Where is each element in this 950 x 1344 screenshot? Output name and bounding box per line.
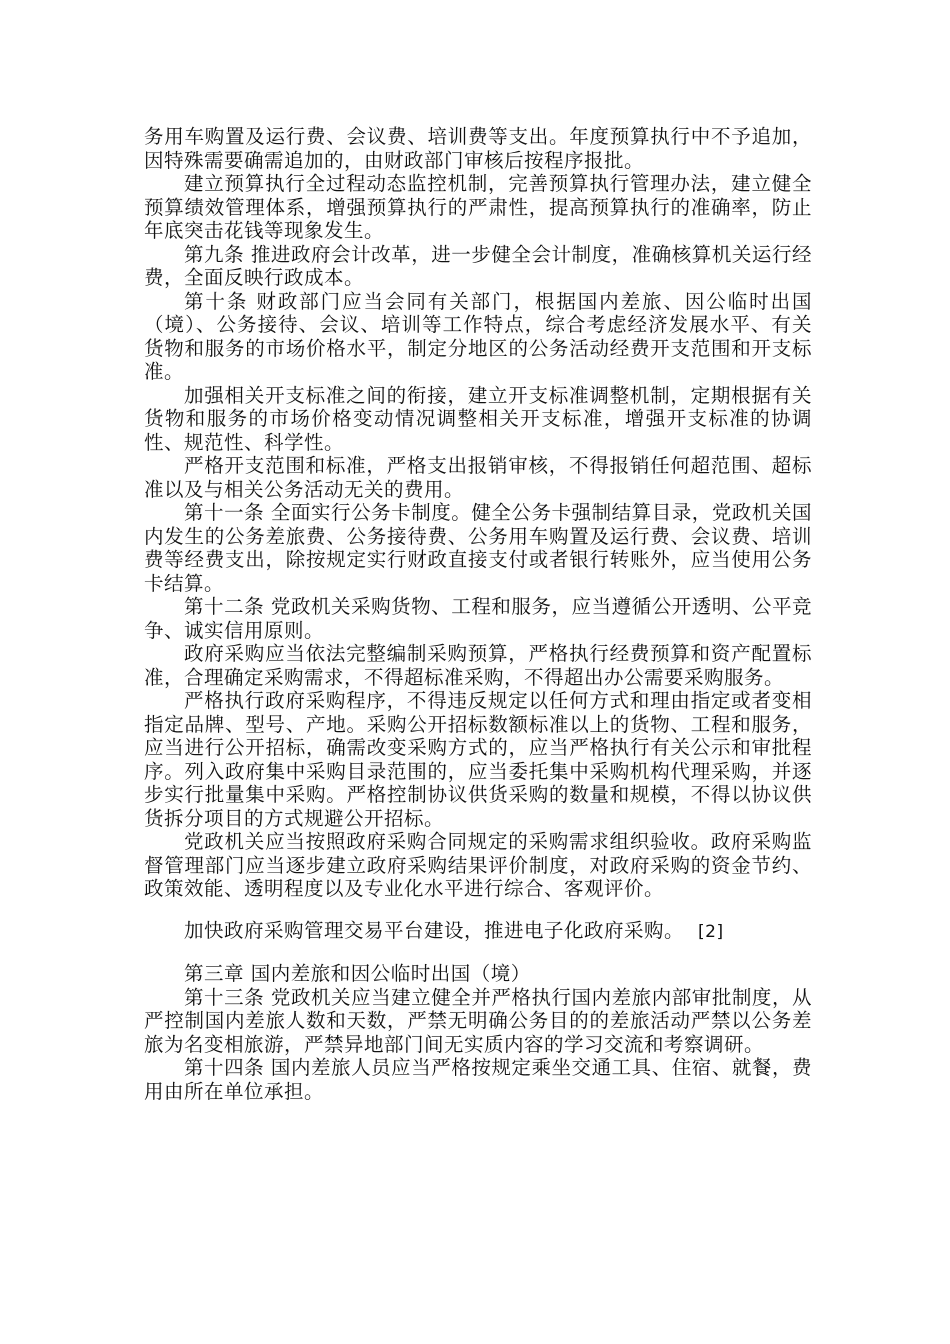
- paragraph: 严格开支范围和标准，严格支出报销审核，不得报销任何超范围、超标准以及与相关公务活动无关的费用。: [144, 454, 812, 501]
- article-13-paragraph: 第十三条 党政机关应当建立健全并严格执行国内差旅内部审批制度，从严控制国内差旅人数和天数，严禁无明确公务目的的差旅活动严禁以公务差旅为名变相旅游，严禁异地部门间无实质内容的学习交流和考察调研。: [144, 985, 812, 1056]
- document-body: [144, 125, 812, 1103]
- paragraph: 加强相关开支标准之间的衔接，建立开支标准调整机制，定期根据有关货物和服务的市场价格变动情况调整相关开支标准，增强开支标准的协调性、规范性、科学性。: [144, 383, 812, 454]
- article-12-paragraph: 第十二条 党政机关采购货物、工程和服务，应当遵循公开透明、公平竞争、诚实信用原则。: [144, 595, 812, 642]
- paragraph-text: 加快政府采购管理交易平台建设，推进电子化政府采购。: [184, 918, 685, 942]
- paragraph: 党政机关应当按照政府采购合同规定的采购需求组织验收。政府采购监督管理部门应当逐步建立政府采购结果评价制度，对政府采购的资金节约、政策效能、透明程度以及专业化水平进行综合、客观评价。: [144, 830, 812, 900]
- reference-link[interactable]: [2]: [698, 921, 724, 942]
- paragraph-with-reference: [144, 919, 812, 945]
- paragraph: 务用车购置及运行费、会议费、培训费等支出。年度预算执行中不予追加，因特殊需要确需追加的，由财政部门审核后按程序报批。: [144, 125, 812, 172]
- paragraph: 政府采购应当依法完整编制采购预算，严格执行经费预算和资产配置标准，合理确定采购需求，不得超标准采购，不得超出办公需要采购服务。: [144, 642, 812, 689]
- article-10-paragraph: 第十条 财政部门应当会同有关部门，根据国内差旅、因公临时出国（境）、公务接待、会议、培训等工作特点，综合考虑经济发展水平、有关货物和服务的市场价格水平，制定分地区的公务活动经费开支范围和开支标准。: [144, 289, 812, 383]
- paragraph: 严格执行政府采购程序，不得违反规定以任何方式和理由指定或者变相指定品牌、型号、产地。采购公开招标数额标准以上的货物、工程和服务，应当进行公开招标，确需改变采购方式的，应当严格执行有关公示和审批程序。列入政府集中采购目录范围的，应当委托集中采购机构代理采购，并逐步实行批量集中采购。严格控制协议供货采购的数量和规模，不得以协议供货拆分项目的方式规避公开招标。: [144, 689, 812, 830]
- article-14-paragraph: 第十四条 国内差旅人员应当严格按规定乘坐交通工具、住宿、就餐，费用由所在单位承担。: [144, 1056, 812, 1103]
- chapter-heading: 第三章 国内差旅和因公临时出国（境）: [184, 962, 531, 985]
- article-11-paragraph: 第十一条 全面实行公务卡制度。健全公务卡强制结算目录，党政机关国内发生的公务差旅费、公务接待费、公务用车购置及运行费、会议费、培训费等经费支出，除按规定实行财政直接支付或者银行转账外，应当使用公务卡结算。: [144, 501, 812, 595]
- paragraph: 建立预算执行全过程动态监控机制，完善预算执行管理办法，建立健全预算绩效管理体系，增强预算执行的严肃性，提高预算执行的准确率，防止年底突击花钱等现象发生。: [144, 172, 812, 242]
- article-9-paragraph: 第九条 推进政府会计改革，进一步健全会计制度，准确核算机关运行经费，全面反映行政成本。: [144, 242, 812, 289]
